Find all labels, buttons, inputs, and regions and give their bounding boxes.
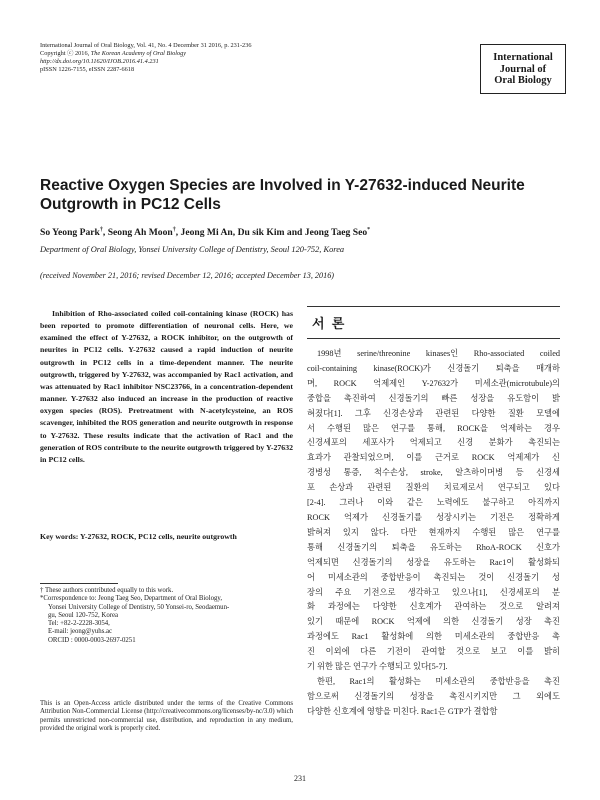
intro-line: 1998년 serine/threonine kinases인 Rho-associated coiled	[317, 349, 560, 358]
intro-line: 어 미세소관의 중합반응이 촉진되는 것이 신경돌기 성	[307, 572, 560, 582]
intro-line: coil-containing kinase(ROCK)가 신경돌기 퇴축을 매개하	[307, 363, 560, 373]
license-notice: This is an Open-Access article distributed under the terms of the Creative Commons Attribution Non-Commercial License (http://creativecommons.org/licenses/by-nc/3.0) which permits unrestricted non-commercial use, distribution, and reproduction in any medium, provided the original work is properly cited.	[40, 700, 293, 732]
journal-citation-header	[40, 42, 400, 74]
intro-line: 기 위한 많은 연구가 수행되고 있다[5-7].	[307, 662, 448, 672]
author-name: Du sik Kim	[237, 227, 285, 239]
section-rule-bottom	[307, 338, 560, 339]
copyright-line: Copyright ⓒ 2016, The Korean Academy of Oral Biology	[40, 50, 187, 57]
abstract	[40, 308, 293, 466]
affiliation: Department of Oral Biology, Yonsei University College of Dentistry, Seoul 120-752, Korea	[40, 245, 345, 254]
footnotes: † These authors contributed equally to this work. *Correspondence to: Jeong Taeg Seo, Department of Oral Biology, Yonsei University College of Dentistry, 50 Yonsei-ro, Seodaemun- gu, Seoul 120-752, Korea Tel: +82-2-2228-3054, E-mail: jeong@yuhs.ac ORCID : 0000-0003-2697-0251	[40, 587, 295, 645]
journal-volume-line: International Journal of Oral Biology, Vol. 41, No. 4 December 31 2016, p. 231-236	[40, 42, 252, 49]
correspondence-line: *Correspondence to: Jeong Taeg Seo, Department of Oral Biology,	[40, 595, 223, 603]
intro-line: 중합을 촉진하여 신경돌기의 빠른 성장을 유도함이 밝	[307, 393, 560, 403]
abstract-text: Inhibition of Rho-associated coiled coil-containing kinase (ROCK) has been reported to promote differentiation of neuronal cells. Here, we examined the effect of Y-27632, a ROCK inhibitor, on the outgrowth of neurites in PC12 cells. Y-27632 caused a rapid induction of neurite outgrowth in PC12 cells in a time-dependent manner. The neurite outgrowth, triggered by Y-27632, was accompanied by Rac1 activation, and was attenuated by Rac1 inhibitor NSC23766, in a concentration-dependent manner. Y-27632 also induced an increase in the production of reactive oxygen species (ROS). Pretreatment with N-acetylcysteine, an ROS scavenger, inhibited the ROS generation and neurite outgrowth in response to Y-27632. These results indicate that the activation of Rac1 and the generation of ROS contribute to the neurite outgrowth triggered by Y-27632 in PC12 cells.	[40, 309, 293, 464]
intro-line: 화 과정에는 다양한 신호계가 관여하는 것으로 알려져	[307, 602, 560, 612]
intro-line: 혀졌다[1]. 그후 신경손상과 관련된 다양한 질환 모델에	[307, 408, 560, 418]
author-name: Jeong Mi An	[180, 227, 233, 239]
intro-line: 장의 주요 기전으로 생각하고 있으나[1], 신경세포의 분	[307, 587, 560, 597]
author-list: So Yeong Park†, Seong Ah Moon†, Jeong Mi An, Du sik Kim and Jeong Taeg Seo*	[40, 227, 371, 239]
intro-line: 있기 때문에 ROCK 억제에 의한 신경돌기 성장 촉진	[307, 617, 560, 627]
footnote-divider	[40, 583, 118, 584]
copyright-symbol: ⓒ	[67, 50, 74, 57]
intro-line: 신경세포의 세포사가 억제되고 신경 분화가 촉진되는	[307, 438, 560, 448]
doi-link[interactable]: http://dx.doi.org/10.11620/IJOB.2016.41.4.231	[40, 58, 159, 65]
intro-body	[307, 347, 560, 720]
intro-line: ROCK 억제가 신경돌기를 성장시키는 기전은 정확하게	[307, 512, 560, 522]
intro-line: 서 수행된 많은 연구를 통해, ROCK을 억제하는 경우	[307, 423, 560, 433]
article-title: Reactive Oxygen Species are Involved in Y-27632-induced Neurite Outgrowth in PC12 Cells	[40, 177, 525, 213]
keywords: Key words: Y-27632, ROCK, PC12 cells, neurite outgrowth	[40, 532, 237, 541]
page-number: 231	[294, 774, 306, 783]
received-dates: (received November 21, 2016; revised December 12, 2016; accepted December 13, 2016)	[40, 271, 335, 280]
intro-line: 함으로써 신경돌기의 성장을 촉진시키지만 그 외에도	[307, 691, 560, 701]
intro-line: 한편, Rac1의 활성화는 미세소관의 중합반응을 촉진	[317, 676, 560, 686]
intro-line: 과정에도 Rac1 활성화에 의한 미세소관의 중합반응 촉	[307, 632, 560, 642]
issn-line: pISSN 1226-7155, eISSN 2287-6618	[40, 66, 135, 73]
correspondence-email: E-mail: jeong@yuhs.ac	[48, 628, 113, 636]
intro-line: 밝혀져 있지 않다. 다만 현재까지 수행된 많은 연구를	[307, 527, 560, 537]
journal-badge: International Journal of Oral Biology	[480, 44, 566, 94]
author-name: Jeong Taeg Seo	[304, 227, 368, 239]
intro-line: 억제되면 신경돌기의 성장을 유도하는 Rac1이 활성화되	[307, 557, 560, 567]
equal-contribution-note: † These authors contributed equally to this work.	[40, 587, 174, 594]
author-name: Seong Ah Moon	[107, 227, 173, 239]
intro-line: 포 손상과 관련된 질환의 치료제로서 연구되고 있다	[307, 483, 560, 493]
section-rule-top	[307, 306, 560, 307]
author-mark: †	[99, 227, 103, 233]
intro-heading: 서 론	[312, 316, 347, 331]
intro-line: [2-4]. 그러나 이와 같은 노력에도 불구하고 아직까지	[307, 498, 560, 508]
author-mark: *	[367, 227, 371, 233]
author-name: So Yeong Park	[40, 227, 100, 239]
orcid: ORCID : 0000-0003-2697-0251	[48, 636, 136, 644]
author-mark: †	[172, 227, 176, 233]
intro-line: 진 이외에 다른 기전이 관여할 것으로 보고 이를 밝히	[307, 647, 560, 657]
intro-line: 효과가 관찰되었으며, 이를 근거로 ROCK 억제제가 신	[307, 453, 560, 463]
intro-line: 며, ROCK 억제제인 Y-27632가 미세소관(microtubule)의	[307, 378, 560, 388]
intro-line: 경병성 통증, 척수손상, stroke, 알츠하이머병 등 신경세	[307, 468, 560, 478]
intro-line: 다양한 신호계에 영향을 미친다. Rac1은 GTP가 결합함	[307, 706, 498, 716]
intro-line: 통해 신경돌기의 퇴축을 유도하는 RhoA-ROCK 신호가	[307, 542, 560, 552]
